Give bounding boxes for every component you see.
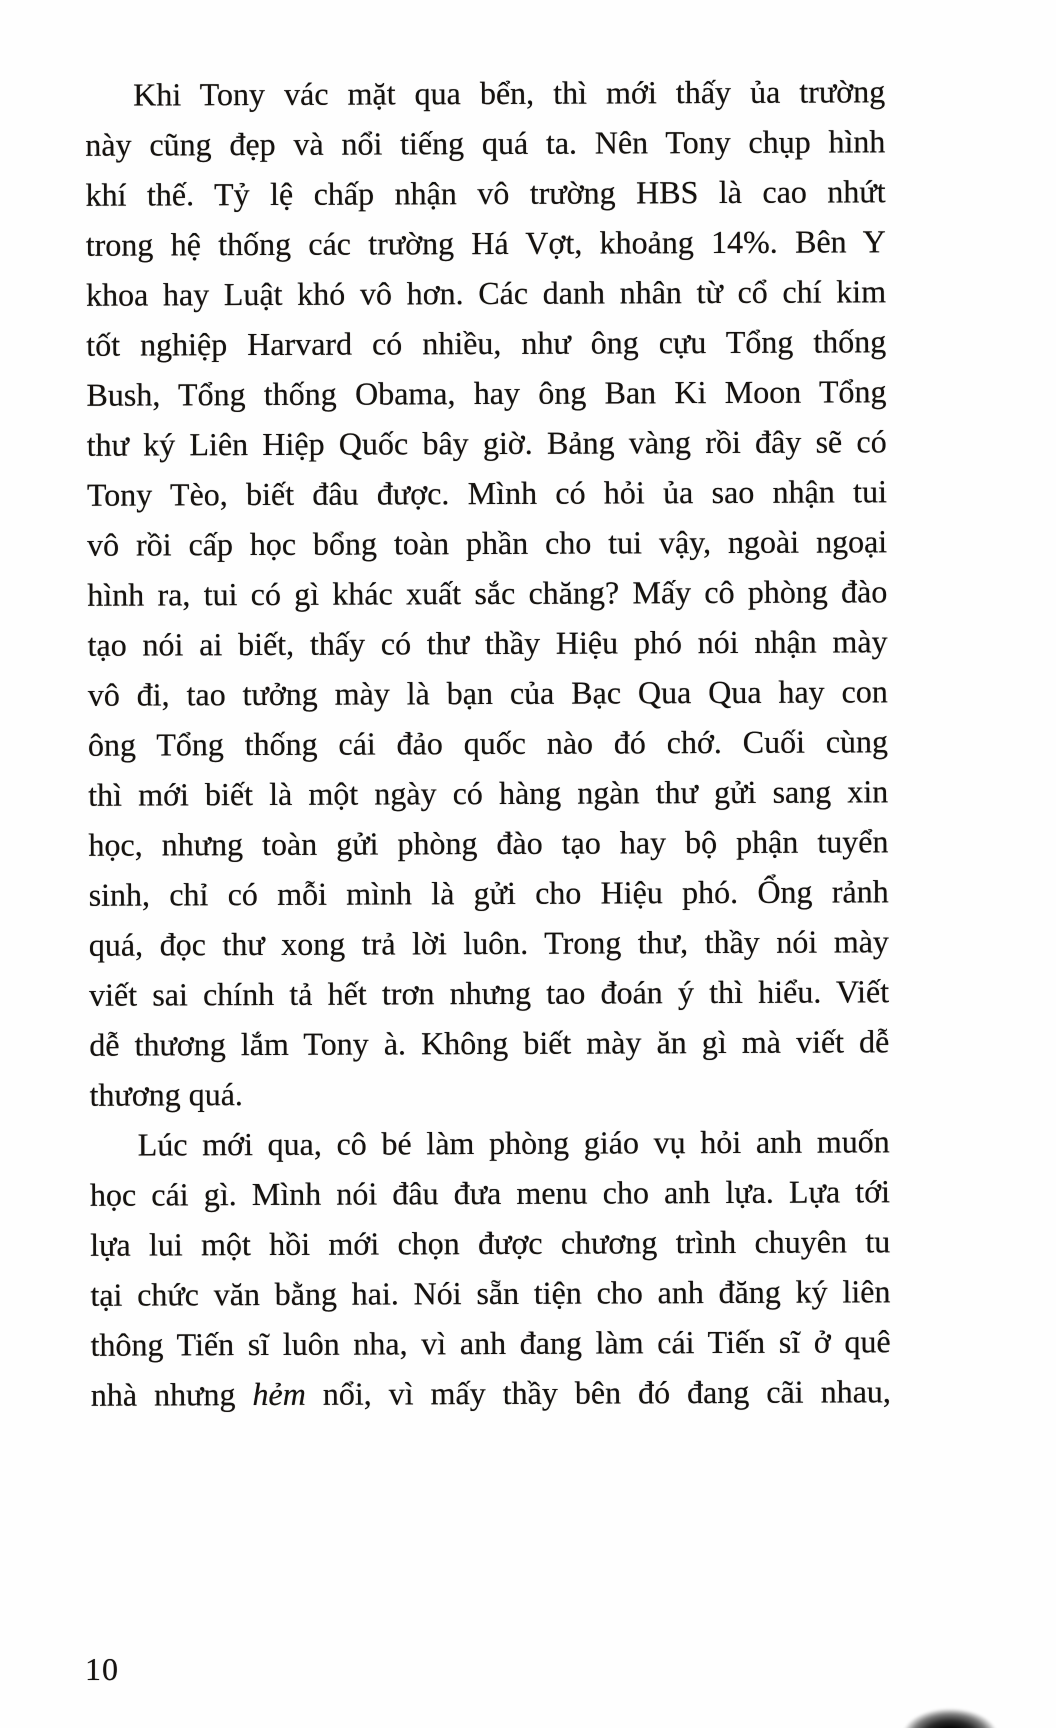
text-line: dễ thương lắm Tony à. Không biết mày ăn gì mà viết dễ xyxy=(89,1023,890,1063)
text-line: lựa lui một hồi mới chọn được chương trình chuyên tu xyxy=(90,1223,891,1263)
text-line: khoa hay Luật khó vô hơn. Các danh nhân từ cổ chí kim xyxy=(85,273,887,313)
text-line: ông Tổng thống cái đảo quốc nào đó chớ. Cuối cùng xyxy=(87,723,889,763)
text-line: trong hệ thống các trường Há Vợt, khoảng 14%. Bên Y xyxy=(85,223,886,263)
text-line xyxy=(91,1366,891,1419)
page-text-block xyxy=(85,66,891,1419)
text-line: tại chức văn bằng hai. Nói sẵn tiện cho anh đăng ký liên xyxy=(90,1273,891,1313)
text-line: vô đi, tao tưởng mày là bạn của Bạc Qua Qua hay con xyxy=(87,673,888,713)
text-line: Lúc mới qua, cô bé làm phòng giáo vụ hỏi anh muốn xyxy=(137,1123,890,1163)
text-line: tạo nói ai biết, thấy có thư thầy Hiệu phó nói nhận mày xyxy=(87,623,888,663)
text-line: tốt nghiệp Harvard có nhiều, như ông cựu Tổng thống xyxy=(86,323,887,363)
text-line: thương quá. xyxy=(89,1076,243,1113)
text-line: thông Tiến sĩ luôn nha, vì anh đang làm cái Tiến sĩ ở quê xyxy=(90,1323,891,1363)
text-line: Tony Tèo, biết đâu được. Mình có hỏi ủa sao nhận tui xyxy=(86,473,887,513)
text-line: Khi Tony vác mặt qua bển, thì mới thấy ủa trường xyxy=(133,73,886,113)
page-number: 10 xyxy=(85,1651,119,1687)
text-line: sinh, chỉ có mỗi mình là gửi cho Hiệu phó. Ổng rảnh xyxy=(88,873,889,913)
text-line: vô rồi cấp học bổng toàn phần cho tui vậy, ngoài ngoại xyxy=(87,523,888,563)
text-line: hình ra, tui có gì khác xuất sắc chăng? Mấy cô phòng đào xyxy=(87,573,888,613)
text-line: Bush, Tổng thống Obama, hay ông Ban Ki Moon Tổng xyxy=(86,373,887,413)
text-line: viết sai chính tả hết trơn nhưng tao đoán ý thì hiểu. Viết xyxy=(89,973,890,1013)
text-line: này cũng đẹp và nổi tiếng quá ta. Nên Tony chụp hình xyxy=(85,123,886,163)
text-line: thư ký Liên Hiệp Quốc bây giờ. Bảng vàng rồi đây sẽ có xyxy=(86,423,887,463)
text-segment: nổi, vì mấy thầy bên đó đang cãi nhau, xyxy=(305,1373,891,1412)
corner-shadow-blob xyxy=(898,1702,1002,1728)
text-line: thì mới biết là một ngày có hàng ngàn thư gửi sang xin xyxy=(88,773,889,813)
text-line: học, nhưng toàn gửi phòng đào tạo hay bộ phận tuyển xyxy=(88,823,889,863)
text-line: học cái gì. Mình nói đâu đưa menu cho anh lựa. Lựa tới xyxy=(89,1173,891,1213)
italic-word: hẻm xyxy=(252,1375,306,1413)
text-line: khí thế. Tỷ lệ chấp nhận vô trường HBS là cao nhứt xyxy=(85,173,886,213)
text-line: quá, đọc thư xong trả lời luôn. Trong thư, thầy nói mày xyxy=(88,923,889,963)
text-segment: nhà nhưng xyxy=(90,1376,253,1413)
